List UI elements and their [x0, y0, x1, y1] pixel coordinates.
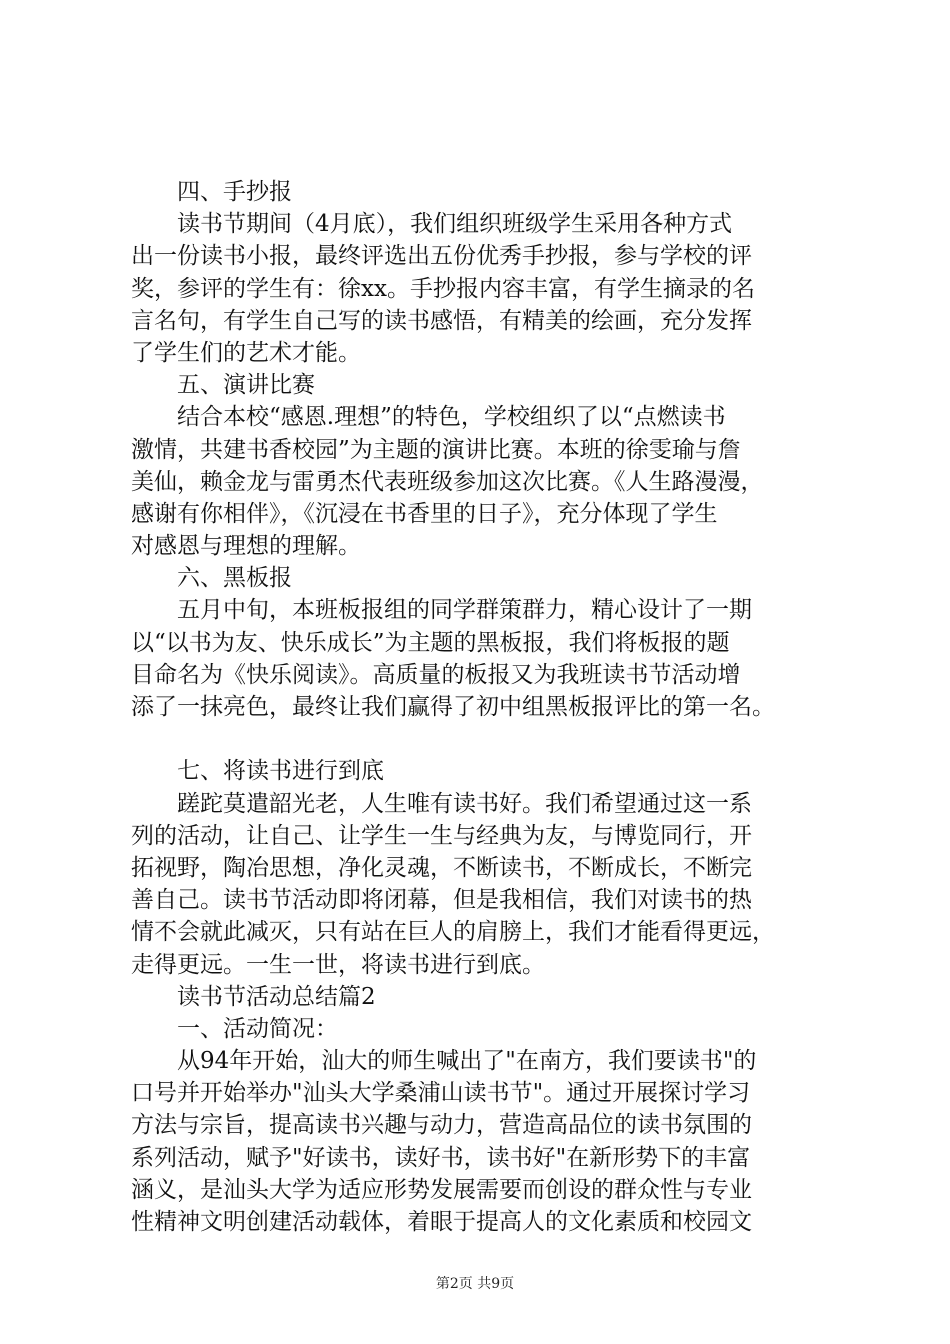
- paragraph-line: 对感恩与理想的理解。: [131, 533, 361, 560]
- blank-line: [131, 723, 861, 755]
- paragraph-line: 涵义，是汕头大学为适应形势发展需要而创设的群众性与专业: [131, 1176, 752, 1203]
- paragraph-line: 走得更远。一生一世，将读书进行到底。: [131, 951, 545, 978]
- paragraph-line: 拓视野，陶冶思想，净化灵魂，不断读书，不断成长，不断完: [131, 854, 752, 881]
- paragraph-line: 从94年开始，汕大的师生喊出了"在南方，我们要读书"的: [177, 1048, 757, 1075]
- article-title: 读书节活动总结篇2: [177, 983, 376, 1010]
- paragraph-line: 五月中旬，本班板报组的同学群策群力，精心设计了一期: [177, 597, 752, 624]
- paragraph-line: 出一份读书小报，最终评选出五份优秀手抄报，参与学校的评: [131, 243, 752, 270]
- paragraph-line: 感谢有你相伴》，《沉浸在书香里的日子》，充分体现了学生: [131, 500, 718, 527]
- section-heading-4: 四、手抄报: [177, 179, 292, 205]
- paragraph-line: 情不会就此减灭，只有站在巨人的肩膀上，我们才能看得更远，: [131, 919, 775, 946]
- paragraph-line: 美仙，赖金龙与雷勇杰代表班级参加这次比赛。《人生路漫漫，: [131, 468, 764, 495]
- paragraph-line: 目命名为《快乐阅读》。高质量的板报又为我班读书节活动增: [131, 661, 741, 688]
- page-footer: 第2页 共9页: [435, 1276, 515, 1292]
- paragraph-line: 添了一抹亮色，最终让我们赢得了初中组黑板报评比的第一名。: [131, 694, 775, 720]
- document-body: [131, 176, 861, 1238]
- section-heading-7: 七、将读书进行到底: [177, 758, 384, 785]
- paragraph-line: 读书节期间（4月底），我们组织班级学生采用各种方式: [177, 211, 733, 238]
- paragraph-line: 言名句，有学生自己写的读书感悟，有精美的绘画，充分发挥: [131, 307, 752, 334]
- section-heading-5: 五、演讲比赛: [177, 372, 315, 399]
- paragraph-line: 口号并开始举办"汕头大学桑浦山读书节"。通过开展探讨学习: [131, 1080, 751, 1107]
- paragraph-line: 了学生们的艺术才能。: [131, 339, 361, 366]
- paragraph-line: 蹉跎莫遣韶光老，人生唯有读书好。我们希望通过这一系: [177, 790, 752, 817]
- paragraph-line: 激情，共建书香校园”为主题的演讲比赛。本班的徐雯瑜与詹: [131, 436, 741, 463]
- paragraph-line: 列的活动，让自己、让学生一生与经典为友，与博览同行，开: [131, 822, 752, 849]
- paragraph-line: 结合本校“感恩.理想”的特色，学校组织了以“点燃读书: [177, 404, 726, 431]
- paragraph-line: 性精神文明创建活动载体，着眼于提高人的文化素质和校园文: [131, 1209, 752, 1235]
- paragraph-line: 系列活动，赋予"好读书，读好书，读书好"在新形势下的丰富: [131, 1144, 751, 1171]
- paragraph-line: 以“以书为友、快乐成长”为主题的黑板报，我们将板报的题: [131, 629, 730, 656]
- paragraph-line: 奖，参评的学生有：徐xx。手抄报内容丰富，有学生摘录的名: [131, 275, 755, 302]
- paragraph-line: 方法与宗旨，提高读书兴趣与动力，营造高品位的读书氛围的: [131, 1112, 752, 1139]
- paragraph-line: 善自己。读书节活动即将闭幕，但是我相信，我们对读书的热: [131, 887, 752, 914]
- section-heading-1: 一、活动简况：: [177, 1015, 338, 1042]
- section-heading-6: 六、黑板报: [177, 565, 292, 592]
